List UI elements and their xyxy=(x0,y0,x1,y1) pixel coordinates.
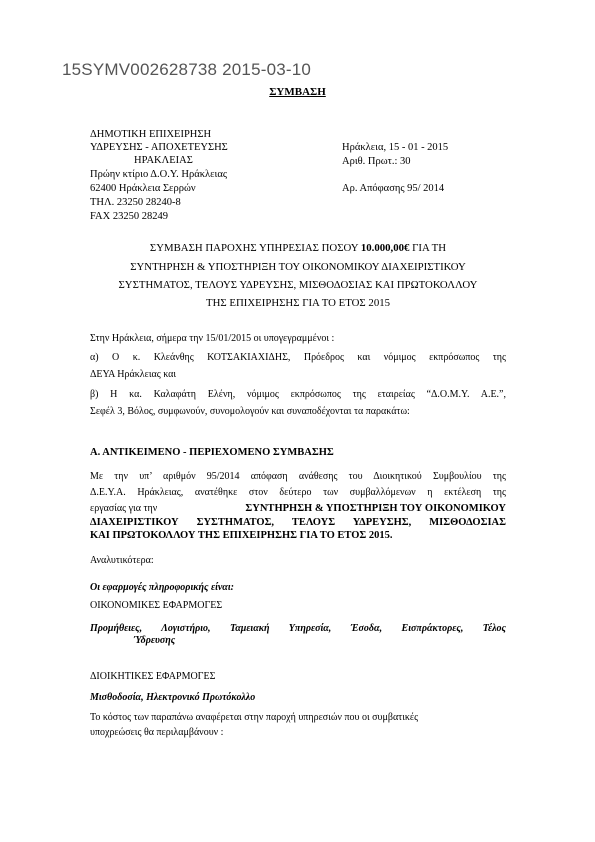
issuer-line-2: ΥΔΡΕΥΣΗΣ - ΑΠΟΧΕΤΕΥΣΗΣ xyxy=(90,142,228,153)
issuer-phone: ΤΗΛ. 23250 28240-8 xyxy=(90,197,181,208)
issuer-fax: FAX 23250 28249 xyxy=(90,211,168,222)
parties-intro: Στην Ηράκλεια, σήμερα την 15/01/2015 οι υπογεγραμμένοι : xyxy=(90,333,335,344)
section-a-p1-line-5: ΚΑΙ ΠΡΩΤΟΚΟΛΛΟΥ ΤΗΣ ΕΠΙΧΕΙΡΗΣΗΣ ΓΙΑ ΤΟ ΕΤΟΣ 2015. xyxy=(90,530,393,541)
protocol-number: Αριθ. Πρωτ.: 30 xyxy=(342,156,411,167)
admin-apps-items: Μισθοδοσία, Ηλεκτρονικό Πρωτόκολλο xyxy=(90,692,256,703)
financial-apps-line-1: Προμήθειες, Λογιστήριο, Ταμειακή Υπηρεσία, Έσοδα, Εισπράκτορες, Τέλος xyxy=(90,623,506,634)
subject-line-1 xyxy=(60,240,536,257)
section-a-p1-line-2: Δ.Ε.Υ.Α. Ηράκλειας, ανατέθηκε στον δεύτερο των συμβαλλόμενων η εκτέλεση της xyxy=(90,487,506,498)
financial-apps-heading: ΟΙΚΟΝΟΜΙΚΕΣ ΕΦΑΡΜΟΓΕΣ xyxy=(90,600,223,611)
issuer-city: 62400 Ηράκλεια Σερρών xyxy=(90,183,196,194)
party-a-line-1: α) Ο κ. Κλεάνθης ΚΟΤΣΑΚΙΑΧΙΔΗΣ, Πρόεδρος και νόμιμος εκπρόσωπος της xyxy=(90,352,506,363)
party-a-line-2: ΔΕΥΑ Ηράκλειας και xyxy=(90,369,177,380)
issuer-line-1: ΔΗΜΟΤΙΚΗ ΕΠΙΧΕΙΡΗΣΗ xyxy=(90,129,212,140)
contract-amount: 10.000,00€ xyxy=(360,242,410,254)
section-a-p1-line-1: Με την υπ’ αριθμόν 95/2014 απόφαση ανάθεσης του Διοικητικού Συμβουλίου της xyxy=(90,471,506,482)
document-title: ΣΥΜΒΑΣΗ xyxy=(269,86,326,98)
detail-label: Αναλυτικότερα: xyxy=(90,555,154,566)
subject-line-4: ΤΗΣ ΕΠΙΧΕΙΡΗΣΗΣ ΓΙΑ ΤΟ ΕΤΟΣ 2015 xyxy=(205,297,391,309)
cost-line-2: υποχρεώσεις θα περιλαμβάνουν : xyxy=(90,727,224,738)
party-b-line-1: β) Η κα. Καλαφάτη Ελένη, νόμιμος εκπρόσωπος της εταιρείας “Δ.Ο.Μ.Υ. Α.Ε.”, xyxy=(90,389,506,400)
section-a-p1-line-4: ΔΙΑΧΕΙΡΙΣΤΙΚΟΥ ΣΥΣΤΗΜΑΤΟΣ, ΤΕΛΟΥΣ ΥΔΡΕΥΣΗΣ, ΜΙΣΘΟΔΟΣΙΑΣ xyxy=(90,517,506,528)
section-a-p1-line-3-text: εργασίας για την xyxy=(90,503,158,514)
subject-line-3: ΣΥΣΤΗΜΑΤΟΣ, ΤΕΛΟΥΣ ΥΔΡΕΥΣΗΣ, ΜΙΣΘΟΔΟΣΙΑΣ ΚΑΙ ΠΡΩΤΟΚΟΛΛΟΥ xyxy=(118,279,478,291)
party-b-line-2: Σεφέλ 3, Βόλος, συμφωνούν, συνομολογούν και συναποδέχονται τα παρακάτω: xyxy=(90,406,410,417)
document-date: Ηράκλεια, 15 - 01 - 2015 xyxy=(342,142,449,153)
subject-line-1-text: ΣΥΜΒΑΣΗ ΠΑΡΟΧΗΣ ΥΠΗΡΕΣΙΑΣ ΠΟΣΟΥ xyxy=(149,242,361,254)
section-a-heading: Α. ΑΝΤΙΚΕΙΜΕΝΟ - ΠΕΡΙΕΧΟΜΕΝΟ ΣΥΜΒΑΣΗΣ xyxy=(90,447,334,458)
issuer-address: Πρώην κτίριο Δ.Ο.Υ. Ηράκλειας xyxy=(90,169,228,180)
cost-line-1: Το κόστος των παραπάνω αναφέρεται στην παροχή υπηρεσιών που οι συμβατικές xyxy=(90,712,419,723)
financial-apps-line-2: Ύδρευσης xyxy=(134,635,176,646)
decision-number: Αρ. Απόφασης 95/ 2014 xyxy=(342,183,445,194)
admin-apps-heading: ΔΙΟΙΚΗΤΙΚΕΣ ΕΦΑΡΜΟΓΕΣ xyxy=(90,671,216,682)
apps-heading: Οι εφαρμογές πληροφορικής είναι: xyxy=(90,582,234,593)
section-a-p1-line-3-bold: ΣΥΝΤΗΡΗΣΗ & ΥΠΟΣΤΗΡΙΞΗ ΤΟΥ ΟΙΚΟΝΟΜΙΚΟΥ xyxy=(245,503,506,514)
subject-line-2: ΣΥΝΤΗΡΗΣΗ & ΥΠΟΣΤΗΡΙΞΗ ΤΟΥ ΟΙΚΟΝΟΜΙΚΟΥ ΔΙΑΧΕΙΡΙΣΤΙΚΟΥ xyxy=(130,261,466,273)
issuer-line-3: ΗΡΑΚΛΕΙΑΣ xyxy=(134,155,193,166)
document-stamp: 15SYMV002628738 2015-03-10 xyxy=(62,60,312,79)
subject-line-1-end: ΓΙΑ ΤΗ xyxy=(409,242,447,254)
